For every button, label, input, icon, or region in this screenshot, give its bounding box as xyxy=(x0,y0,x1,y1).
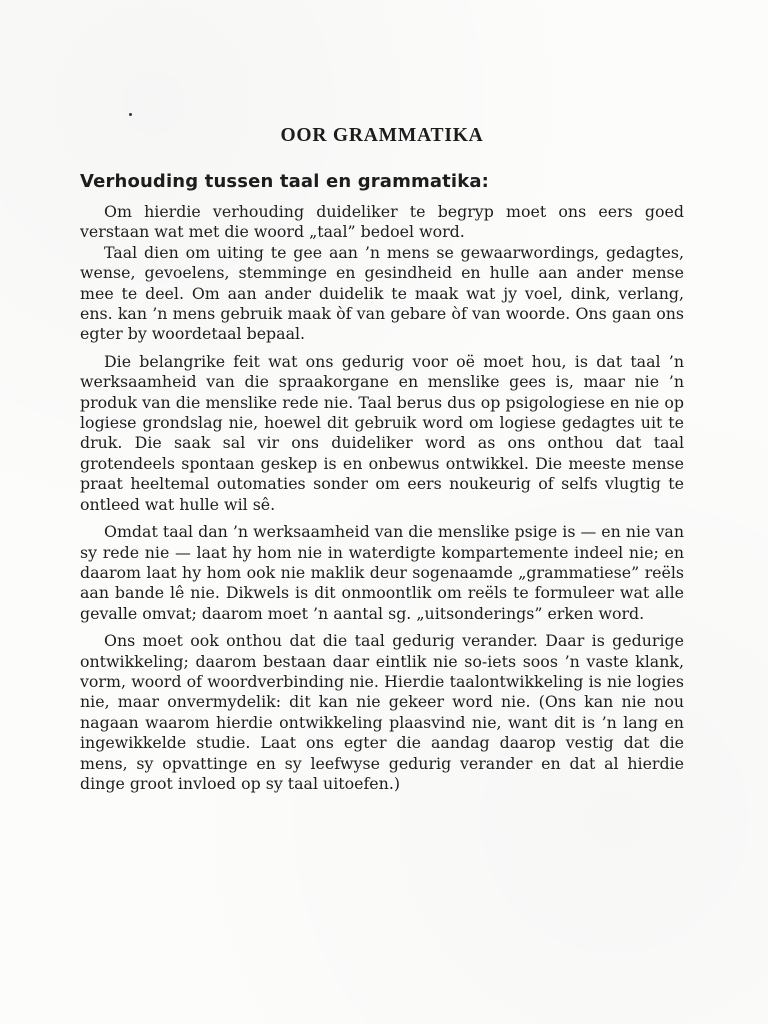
paragraph-5: Ons moet ook onthou dat die taal gedurig verander. Daar is gedurige ontwikkeling; daarom bestaan daar eintlik nie so-iets soos ’n vaste klank, vorm, woord of woordverbinding nie. Hierdie taalontwikkeling is nie logies nie, maar onvermydelik: dit kan nie gekeer word nie. (Ons kan nie nou nagaan waarom hierdie ontwikkeling plaasvind nie, want dit is ’n lang en ingewikkelde studie. Laat ons egter die aandag daarop vestig dat die mens, sy opvattinge en sy leefwyse gedurig verander en dat al hierdie dinge groot invloed op sy taal uitoefen.) xyxy=(80,631,684,793)
paragraph-2: Taal dien om uiting te gee aan ’n mens se gewaarwordings, gedagtes, wense, gevoelens, stemminge en gesindheid en hulle aan ander mense mee te deel. Om aan ander duidelik te maak wat jy voel, dink, verlang, ens. kan ’n mens gebruik maak òf van gebare òf van woorde. Ons gaan ons egter by woordetaal bepaal. xyxy=(80,242,684,344)
section-heading: Verhouding tussen taal en grammatika: xyxy=(80,171,490,192)
paragraph-1: Om hierdie verhouding duideliker te begryp moet ons eers goed verstaan wat met die woord „taal” bedoel word. xyxy=(80,202,684,242)
page-title: OOR GRAMMATIKA xyxy=(280,125,484,146)
ink-speck xyxy=(129,113,132,116)
paragraph-4: Omdat taal dan ’n werksaamheid van die menslike psige is — en nie van sy rede nie — laat hy hom nie in waterdigte kompartemente indeel nie; en daarom laat hy hom ook nie maklik deur sogenaamde „grammatiese” reëls aan bande lê nie. Dikwels is dit onmoontlik om reëls te formuleer wat alle gevalle omvat; daarom moet ’n aantal sg. „uitsonderings” erken word. xyxy=(80,522,684,623)
paragraph-3: Die belangrike feit wat ons gedurig voor oë moet hou, is dat taal ’n werksaamheid van die spraakorgane en menslike gees is, maar nie ’n produk van die menslike rede nie. Taal berus dus op psigologiese en nie op logiese grondslag nie, hoewel dit gebruik word om logiese gedagtes uit te druk. Die saak sal vir ons duideliker word as ons onthou dat taal grotendeels spontaan geskep is en onbewus ontwikkel. Die meeste mense praat heeltemal outomaties sonder om eers noukeurig of selfs vlugtig te ontleed wat hulle wil sê. xyxy=(80,351,684,514)
page-content xyxy=(80,124,684,794)
